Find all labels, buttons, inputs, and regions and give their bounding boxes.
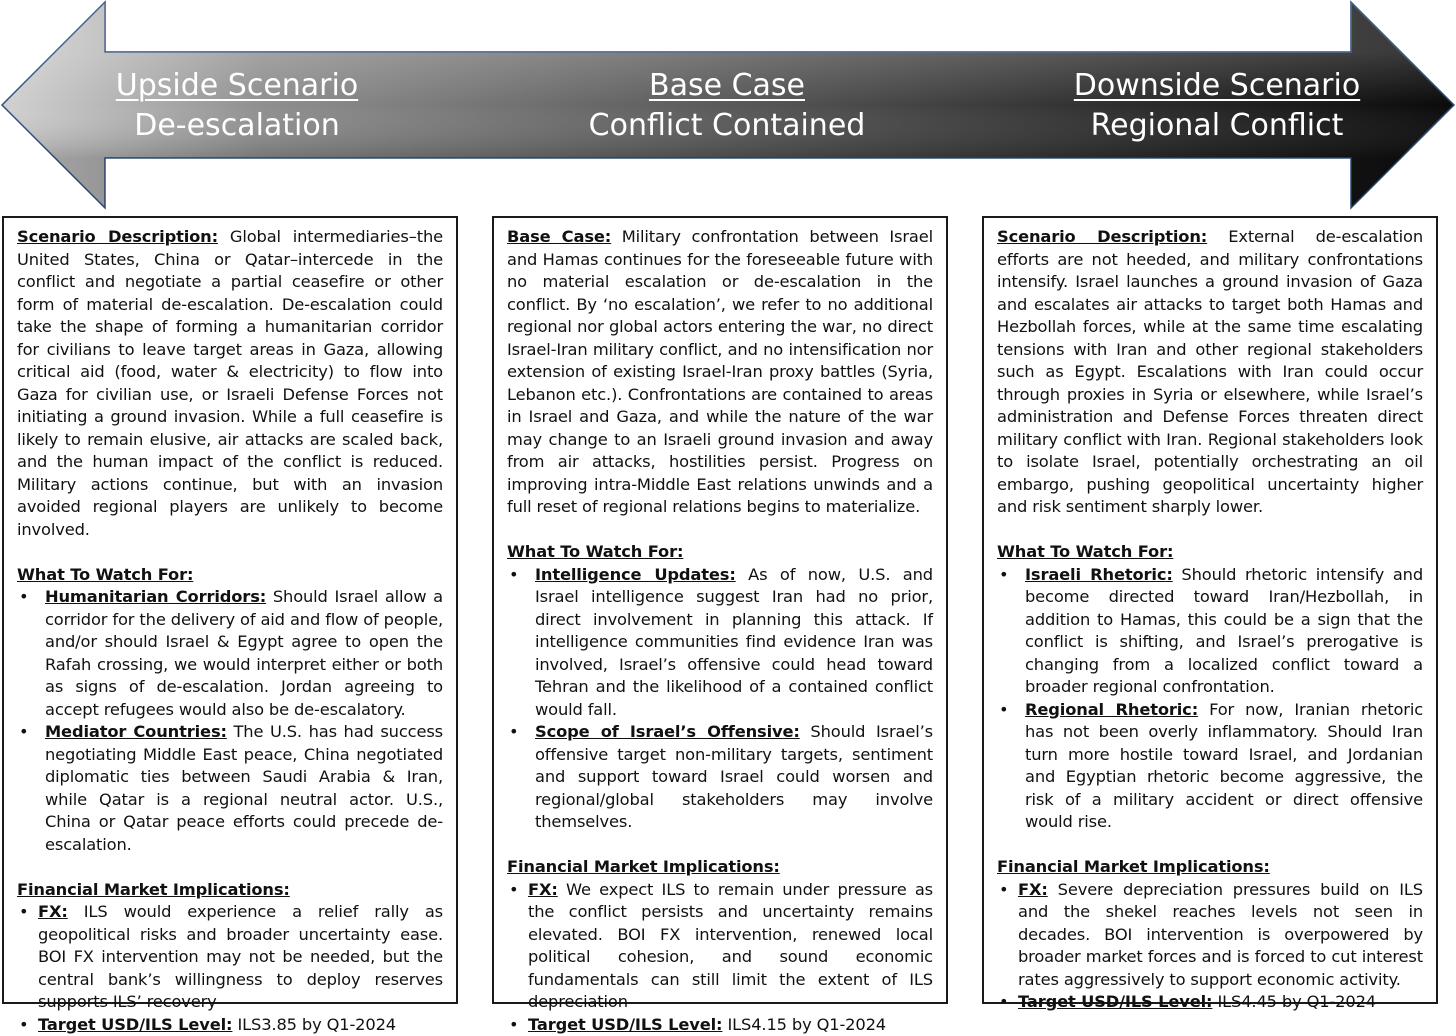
financial-heading: Financial Market Implications: [17, 879, 443, 902]
header-base [517, 66, 937, 146]
description-text: External de-escalation efforts are not heeded, and military confrontations intensify. Israel launches a ground invasion of Gaza and escalates air attacks to target both Hamas and Hezbollah forces, while at the same time escalating tensions with Iran and other regional stakeholders such as Egypt. Escalations with Iran could occur through proxies in Syria or elsewhere, while Israel’s administration and Defense Forces threaten direct military conflict with Iran. Regional stakeholders look to isolate Israel, potentially orchestrating an oil embargo, pushing geopolitical uncertainty higher and risk sentiment sharply lower. [997, 227, 1423, 516]
item-text: ILS4.15 by Q1-2024 [722, 1015, 886, 1034]
downside-title: Downside Scenario [1007, 66, 1427, 106]
item-text: ILS4.45 by Q1-2024 [1212, 992, 1376, 1011]
item-text: Should rhetoric intensify and become directed toward Iran/Hezbollah, in addition to Hamas, this could be a sign that the conflict is shifting, and Israel’s prerogative is changing from a localized conflict toward a broader regional confrontation. [1025, 565, 1423, 697]
header-upside [27, 66, 447, 146]
list-item [507, 879, 933, 1014]
item-label: Intelligence Updates: [535, 565, 736, 584]
list-item [997, 699, 1423, 834]
item-label: FX: [38, 902, 68, 921]
item-text: For now, Iranian rhetoric has not been overly inflammatory. Should Iran turn more hostile toward Israel, and Jordanian and Egyptian rhetoric become aggressive, the risk of a military accident or direct offensive would rise. [1025, 700, 1423, 832]
header-downside [1007, 66, 1427, 146]
item-text: The U.S. has had success negotiating Middle East peace, China negotiated diplomatic ties between Saudi Arabia & Iran, while Qatar is a regional neutral actor. U.S., China or Qatar peace efforts could precede de-escalation. [45, 722, 443, 854]
item-text: We expect ILS to remain under pressure as the conflict persists and uncertainty remains elevated. BOI FX intervention, renewed local political cohesion, and sound economic fundamentals can still limit the extent of ILS depreciation [528, 880, 933, 1012]
item-label: Humanitarian Corridors: [45, 587, 266, 606]
list-item [507, 564, 933, 722]
financial-list [997, 879, 1423, 1014]
item-text: ILS would experience a relief rally as geopolitical risks and broader uncertainty ease. BOI FX intervention may not be needed, but the central bank’s willingness to deploy reserves supports ILS’ recovery [38, 902, 443, 1011]
upside-title: Upside Scenario [27, 66, 447, 106]
item-text: As of now, U.S. and Israel intelligence suggest Iran had no prior, direct involvement in planning this attack. If intelligence communities find evidence Iran was involved, Israel’s offensive could head toward Tehran and the likelihood of a contained conflict would fall. [535, 565, 933, 719]
watch-list [997, 564, 1423, 834]
item-text: Should Israel allow a corridor for the delivery of aid and flow of people, and/or should Israel & Egypt agree to open the Rafah crossing, we would interpret either or both as signs of de-escalation. Jordan agreeing to accept refugees would also be de-escalatory. [45, 587, 443, 719]
panel-base [492, 216, 948, 1004]
panel-downside [982, 216, 1438, 1004]
item-label: Mediator Countries: [45, 722, 227, 741]
list-item [17, 1014, 443, 1036]
list-item [997, 991, 1423, 1014]
list-item [507, 1014, 933, 1036]
watch-list [507, 564, 933, 834]
scenario-description [997, 226, 1423, 519]
item-text: Should Israel’s offensive target non-military targets, sentiment and support toward Israel could worsen and regional/global stakeholders may involve themselves. [535, 722, 933, 831]
watch-list [17, 586, 443, 856]
item-label: Target USD/ILS Level: [528, 1015, 722, 1034]
watch-heading: What To Watch For: [17, 564, 443, 587]
list-item [17, 586, 443, 721]
item-label: FX: [528, 880, 558, 899]
scenario-description [17, 226, 443, 541]
item-text: ILS3.85 by Q1-2024 [232, 1015, 396, 1034]
base-title: Base Case [517, 66, 937, 106]
item-text: Severe depreciation pressures build on ILS and the shekel reaches levels not seen in decades. BOI intervention is overpowered by broader market forces and is forced to cut interest rates aggressively to support economic activity. [1018, 880, 1423, 989]
description-label: Scenario Description: [17, 227, 218, 246]
downside-subtitle: Regional Conflict [1007, 106, 1427, 146]
financial-heading: Financial Market Implications: [997, 856, 1423, 879]
item-label: Regional Rhetoric: [1025, 700, 1198, 719]
list-item [17, 721, 443, 856]
scenario-description [507, 226, 933, 519]
panel-upside [2, 216, 458, 1004]
description-label: Base Case: [507, 227, 611, 246]
upside-subtitle: De-escalation [27, 106, 447, 146]
item-label: Israeli Rhetoric: [1025, 565, 1173, 584]
item-label: Target USD/ILS Level: [38, 1015, 232, 1034]
item-label: Scope of Israel’s Offensive: [535, 722, 800, 741]
base-subtitle: Conflict Contained [517, 106, 937, 146]
watch-heading: What To Watch For: [507, 541, 933, 564]
list-item [17, 901, 443, 1014]
list-item [507, 721, 933, 834]
financial-list [507, 879, 933, 1036]
item-label: FX: [1018, 880, 1048, 899]
financial-list [17, 901, 443, 1036]
watch-heading: What To Watch For: [997, 541, 1423, 564]
list-item [997, 879, 1423, 992]
list-item [997, 564, 1423, 699]
description-text: Military confrontation between Israel and Hamas continues for the foreseeable future with no material escalation or de-escalation in the conflict. By ‘no escalation’, we refer to no additional regional nor global actors entering the war, no direct Israel-Iran military conflict, and no intensification nor extension of existing Israel-Iran proxy battles (Syria, Lebanon etc.). Confrontations are contained to areas in Israel and Gaza, and while the nature of the war may change to an Israeli ground invasion and away from air attacks, hostilities persist. Progress on improving intra-Middle East relations unwinds and a full reset of regional relations begins to materialize. [507, 227, 933, 516]
item-label: Target USD/ILS Level: [1018, 992, 1212, 1011]
description-label: Scenario Description: [997, 227, 1207, 246]
financial-heading: Financial Market Implications: [507, 856, 933, 879]
description-text: Global intermediaries–the United States, China or Qatar–intercede in the conflict and negotiate a partial ceasefire or other form of material de-escalation. De-escalation could take the shape of forming a humanitarian corridor for civilians to leave target areas in Gaza, allowing critical aid (food, water & electricity) to flow into Gaza for civilian use, or Israeli Defense Forces not initiating a ground invasion. While a full ceasefire is likely to remain elusive, air attacks are scaled back, and the human impact of the conflict is reduced. Military actions continue, but with an invasion avoided regional players are unlikely to become involved. [17, 227, 443, 539]
